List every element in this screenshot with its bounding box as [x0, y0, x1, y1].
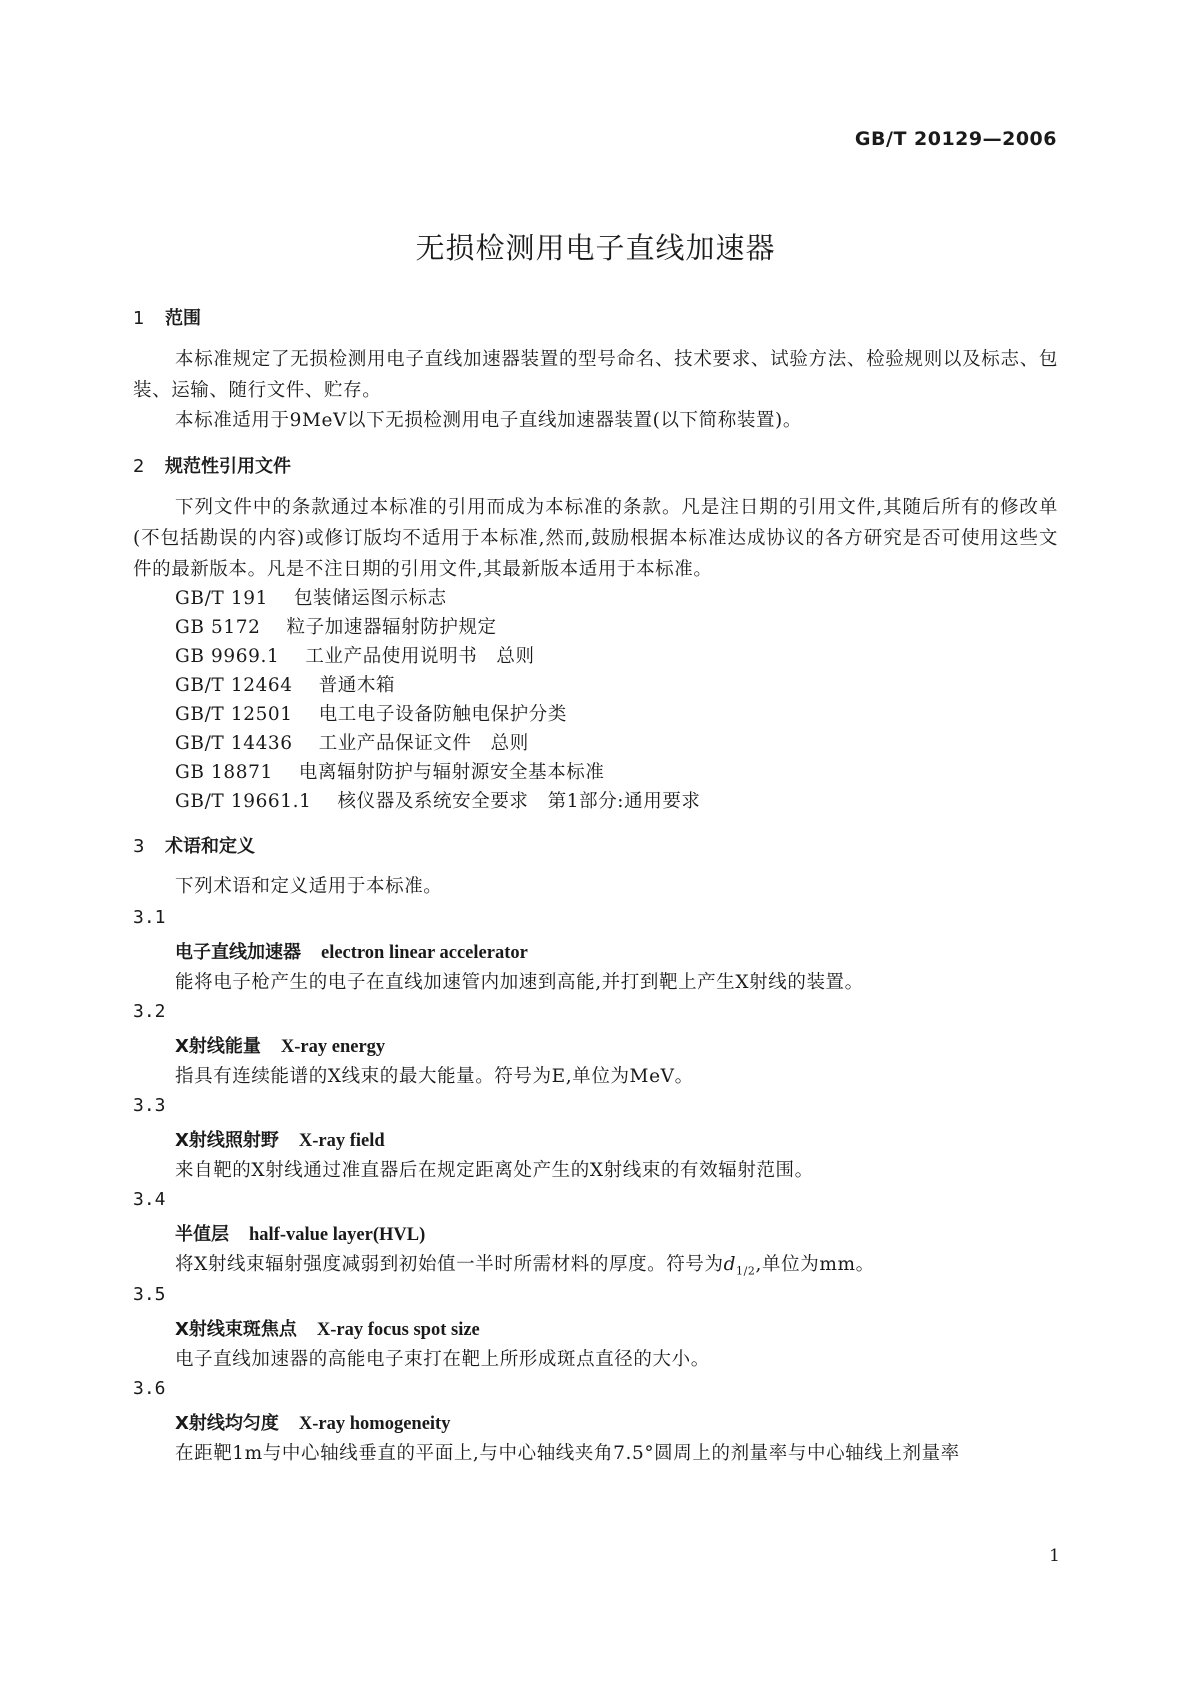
scope-paragraph-2: 本标准适用于9MeV以下无损检测用电子直线加速器装置(以下简称装置)。: [175, 410, 802, 431]
term-number: 3.4: [133, 1189, 166, 1210]
reference-item: [175, 584, 447, 610]
term-definition: 电子直线加速器的高能电子束打在靶上所形成斑点直径的大小。: [175, 1349, 710, 1370]
section-number: 1: [133, 308, 145, 329]
term-zh: X射线能量: [175, 1036, 261, 1057]
reference-title: 普通木箱: [318, 675, 396, 696]
definition-text: 将X射线束辐射强度减弱到初始值一半时所需材料的厚度。符号为: [175, 1254, 724, 1275]
term-number: 3.3: [133, 1095, 166, 1116]
term-en: half-value layer(HVL): [249, 1225, 426, 1245]
reference-item: [175, 758, 605, 784]
term-definition: 能将电子枪产生的电子在直线加速管内加速到高能,并打到靶上产生X射线的装置。: [175, 972, 864, 993]
reference-title: 电离辐射防护与辐射源安全基本标准: [298, 762, 605, 783]
term-zh: 电子直线加速器: [175, 942, 301, 963]
reference-code: GB/T 12464: [175, 675, 293, 696]
reference-code: GB 5172: [175, 617, 261, 638]
reference-title: 粒子加速器辐射防护规定: [286, 617, 497, 638]
term-heading: [175, 1032, 385, 1058]
page-number: 1: [1049, 1546, 1060, 1566]
reference-code: GB 18871: [175, 762, 273, 783]
term-zh: X射线束斑焦点: [175, 1319, 297, 1340]
term-heading: [175, 1126, 385, 1152]
reference-item: [175, 613, 497, 639]
terms-intro: 下列术语和定义适用于本标准。: [175, 876, 443, 897]
term-heading: [175, 938, 528, 964]
term-zh: 半值层: [175, 1224, 229, 1245]
term-definition: 来自靶的X射线通过准直器后在规定距离处产生的X射线束的有效辐射范围。: [175, 1160, 814, 1181]
term-heading: [175, 1220, 425, 1246]
reference-title: 核仪器及系统安全要求 第1部分:通用要求: [337, 791, 701, 812]
term-en: X-ray homogeneity: [298, 1414, 451, 1434]
term-definition: 指具有连续能谱的X线束的最大能量。符号为E,单位为MeV。: [175, 1066, 694, 1087]
term-number: 3.1: [133, 907, 166, 928]
reference-title: 电工电子设备防触电保护分类: [318, 704, 567, 725]
section-number: 2: [133, 456, 145, 477]
term-en: X-ray field: [298, 1131, 385, 1151]
term-en: electron linear accelerator: [321, 943, 528, 963]
reference-item: [175, 729, 529, 755]
reference-code: GB/T 14436: [175, 733, 293, 754]
reference-title: 工业产品使用说明书 总则: [305, 646, 535, 667]
normative-intro: 下列文件中的条款通过本标准的引用而成为本标准的条款。凡是注日期的引用文件,其随后所有的修改单(不包括勘误的内容)或修订版均不适用于本标准,然而,鼓励根据本标准达成协议的各方研究是否可使用这些文件的最新版本。凡是不注日期的引用文件,其最新版本适用于本标准。: [133, 497, 1058, 580]
standard-code: GB/T 20129—2006: [854, 128, 1057, 150]
section-heading-normative: [133, 452, 291, 478]
reference-item: [175, 787, 701, 813]
term-definition: 在距靶1m与中心轴线垂直的平面上,与中心轴线夹角7.5°圆周上的剂量率与中心轴线上剂量率: [175, 1443, 960, 1464]
section-number: 3: [133, 836, 145, 857]
reference-code: GB 9969.1: [175, 646, 280, 667]
symbol-d: d: [723, 1254, 737, 1275]
section-title: 范围: [165, 308, 201, 329]
term-definition: [175, 1250, 875, 1278]
term-zh: X射线照射野: [175, 1130, 279, 1151]
document-title: 无损检测用电子直线加速器: [415, 231, 776, 265]
reference-item: [175, 642, 535, 668]
reference-code: GB/T 191: [175, 588, 268, 609]
section-heading-terms: [133, 832, 255, 858]
section-title: 规范性引用文件: [165, 456, 291, 477]
reference-code: GB/T 19661.1: [175, 791, 312, 812]
term-number: 3.2: [133, 1001, 166, 1022]
section-heading-scope: [133, 304, 201, 330]
term-zh: X射线均匀度: [175, 1413, 279, 1434]
reference-item: [175, 700, 567, 726]
term-number: 3.5: [133, 1284, 166, 1305]
reference-title: 包装储运图示标志: [293, 588, 447, 609]
reference-title: 工业产品保证文件 总则: [318, 733, 529, 754]
term-heading: [175, 1409, 450, 1435]
symbol-subscript: 1/2: [736, 1264, 756, 1278]
term-en: X-ray focus spot size: [316, 1320, 480, 1340]
term-en: X-ray energy: [280, 1037, 386, 1057]
term-number: 3.6: [133, 1378, 166, 1399]
reference-item: [175, 671, 395, 697]
scope-paragraph-1: 本标准规定了无损检测用电子直线加速器装置的型号命名、技术要求、试验方法、检验规则以及标志、包装、运输、随行文件、贮存。: [133, 349, 1058, 401]
term-heading: [175, 1315, 480, 1341]
reference-code: GB/T 12501: [175, 704, 293, 725]
definition-text: ,单位为mm。: [755, 1254, 875, 1275]
section-title: 术语和定义: [165, 836, 255, 857]
